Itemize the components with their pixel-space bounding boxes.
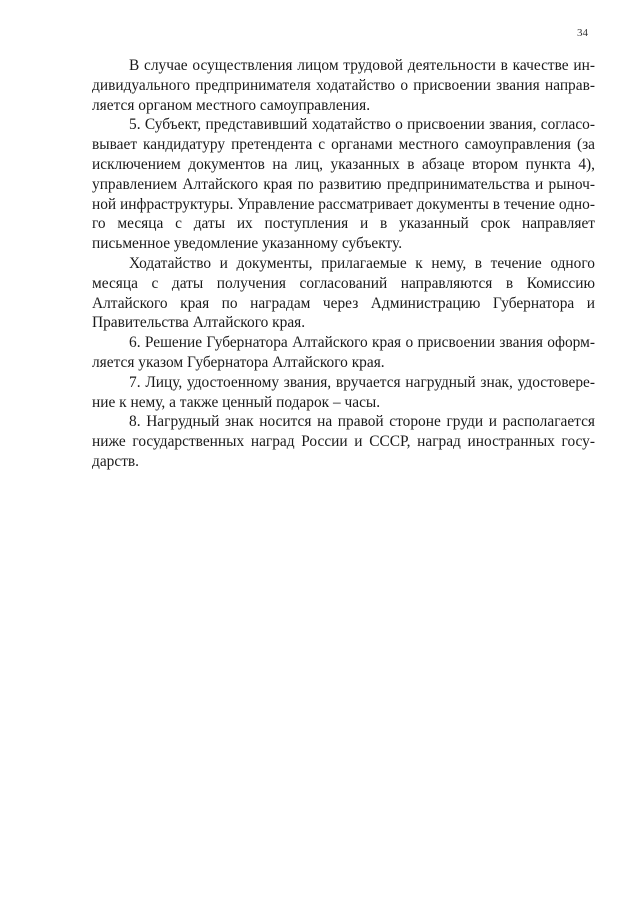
- paragraph-item-5: 5. Субъект, представивший ходатайство о присвоении звания, согласовывает кандидатуру претендента с органами местного самоуправления (за исключением документов на лиц, указанных в абзаце втором пункта 4), управлением Алтайского края по развитию предпринимательства и рыночной инфраструктуры. Управление рассматривает документы в течение одного месяца с даты их поступления и в указанный срок направляет письменное уведомление указанному субъекту.: [92, 116, 595, 253]
- paragraph-petition-documents: Ходатайство и документы, прилагаемые к нему, в течение одного месяца с даты получения согласований направляются в Комиссию Алтайского края по наградам через Администрацию Губернатора и Правительства Алтайского края.: [92, 254, 595, 332]
- paragraph-item-6: 6. Решение Губернатора Алтайского края о присвоении звания оформляется указом Губернатора Алтайского края.: [92, 334, 595, 371]
- page-number: 34: [577, 27, 588, 39]
- document-body: [92, 56, 595, 472]
- paragraph-individual-entrepreneur: В случае осуществления лицом трудовой деятельности в качестве индивидуального предпринимателя ходатайство о присвоении звания направляется органом местного самоуправления.: [92, 57, 595, 114]
- paragraph-item-8: 8. Нагрудный знак носится на правой стороне груди и располагается ниже государственных наград России и СССР, наград иностранных государств.: [92, 413, 595, 470]
- paragraph-item-7: 7. Лицу, удостоенному звания, вручается нагрудный знак, удостоверение к нему, а также ценный подарок – часы.: [92, 373, 595, 411]
